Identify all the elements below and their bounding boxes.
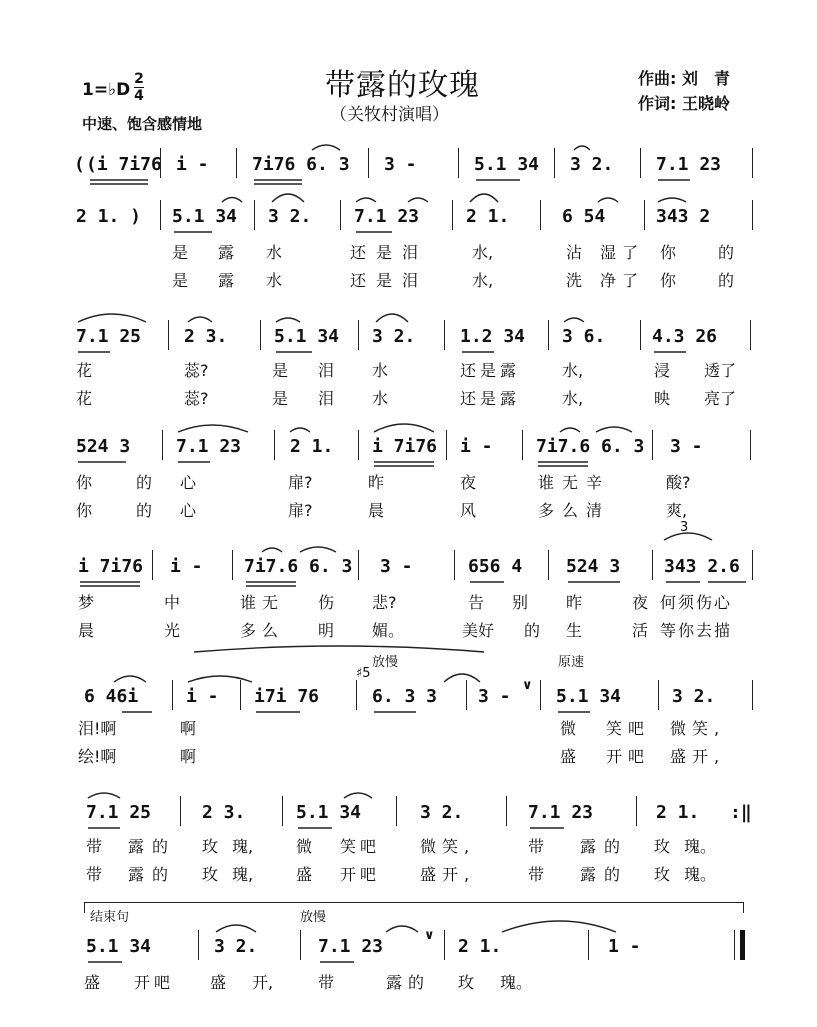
lyric: 扉?: [288, 473, 313, 492]
barline: [274, 430, 275, 460]
measure: 2 1.: [656, 802, 700, 823]
barline: [522, 430, 523, 460]
barline: [254, 200, 255, 230]
barline: [358, 550, 359, 580]
measure: 5.1 34: [296, 802, 362, 823]
lyric: 绘!啊: [78, 747, 117, 766]
lyrics-row-5-verse-2: [0, 618, 817, 642]
slow-down-marking: 放慢: [372, 655, 399, 670]
barline: [260, 320, 261, 350]
barline: [752, 200, 753, 230]
breath-mark: ∨: [424, 928, 435, 943]
notation-row-4: [0, 426, 817, 466]
lyric: 瑰。: [500, 973, 533, 992]
lyric: 媚。: [372, 621, 405, 640]
barline: [640, 320, 641, 350]
lyric: 水: [266, 243, 283, 262]
barline: [540, 680, 541, 710]
lyric: 开吧: [606, 747, 651, 766]
barline: [636, 796, 637, 826]
lyric: 露的: [128, 865, 177, 884]
lyric: 泪: [318, 389, 335, 408]
lyric: 的: [136, 501, 153, 520]
lyric: 夜: [632, 593, 649, 612]
lyric: 扉?: [288, 501, 313, 520]
barline: [750, 430, 751, 460]
barline: [160, 200, 161, 230]
lyric: 是: [272, 389, 289, 408]
measure: i -: [170, 556, 203, 577]
lyric: 露的: [580, 865, 629, 884]
lyric: 露: [218, 271, 235, 290]
lyric: 水: [372, 389, 389, 408]
measure: 3 2.: [214, 936, 258, 957]
lyric: 玫: [458, 973, 475, 992]
lyric: 泪!啊: [78, 719, 117, 738]
barline: [232, 550, 233, 580]
lyric: 带: [528, 865, 545, 884]
lyrics-row-3-verse-2: [0, 386, 817, 410]
lyric: 微: [560, 719, 577, 738]
barline: [240, 680, 241, 710]
barline: [548, 320, 549, 350]
lyric: 悲?: [372, 593, 397, 612]
lyric: 盛: [210, 973, 227, 992]
measure: 7.1 25: [86, 802, 152, 823]
lyric: 开吧: [134, 973, 175, 992]
barline: [454, 550, 455, 580]
barline: [452, 200, 453, 230]
barline: [644, 200, 645, 230]
measure: 3 -: [380, 556, 413, 577]
measure: 3 2.: [672, 686, 716, 707]
lyric: 水,: [562, 389, 584, 408]
lyric: 啊: [180, 719, 197, 738]
barline: [652, 430, 653, 460]
measure: 6 46i: [84, 686, 139, 707]
barline: [458, 148, 459, 178]
notation-row-7: [0, 792, 817, 832]
triplet-marker: 3: [680, 520, 689, 535]
time-numerator: 2: [134, 71, 144, 87]
lyric: 开,: [252, 973, 274, 992]
lyrics-row-2-verse-2: [0, 268, 817, 292]
song-title: 带露的玫瑰: [325, 68, 480, 103]
lyric: 你: [660, 271, 677, 290]
notation-row-8: [0, 926, 817, 966]
measure: 524 3: [76, 436, 131, 457]
lyric: 夜: [460, 473, 477, 492]
final-barline-thick: [740, 930, 745, 960]
time-denominator: 4: [134, 88, 144, 104]
barline: [152, 550, 153, 580]
ending-bracket: [84, 902, 744, 913]
resume-tempo-marking: 原速: [558, 655, 585, 670]
barline: [752, 148, 753, 178]
time-signature: [134, 71, 144, 104]
lyrics-row-8-verse-1: [0, 970, 817, 994]
lyrics-row-4-verse-2: [0, 498, 817, 522]
measure: 1.2 34: [460, 326, 526, 347]
lyric: 沾: [566, 243, 583, 262]
lyric: 带: [528, 837, 545, 856]
lyric: 水: [266, 271, 283, 290]
lyric: 别: [512, 593, 529, 612]
lyric: 透了: [704, 361, 737, 380]
measure: 5.1 34: [172, 206, 238, 227]
measure: 3 6.: [562, 326, 606, 347]
lyric: 晨: [368, 501, 385, 520]
measure: 5.1 34: [86, 936, 152, 957]
barline: [282, 796, 283, 826]
barline: [356, 680, 357, 710]
final-barline-thin: [734, 930, 735, 960]
repeat-sign: :‖: [730, 802, 752, 823]
measure: i -: [186, 686, 219, 707]
measure: 3 -: [384, 154, 417, 175]
measure: 3 2.: [570, 154, 614, 175]
lyric: 多么清: [538, 501, 611, 520]
lyric: 你: [76, 473, 93, 492]
measure: i -: [176, 154, 209, 175]
lyric: 蕊?: [184, 389, 209, 408]
lyric: 瑰。: [684, 837, 717, 856]
measure: 524 3: [566, 556, 621, 577]
lyrics-row-4-verse-1: [0, 470, 817, 494]
lyrics-row-7-verse-2: [0, 862, 817, 886]
lyric: 的: [718, 243, 735, 262]
barline: [444, 320, 445, 350]
lyric: 多么: [240, 621, 285, 640]
measure: i -: [460, 436, 493, 457]
measure: 1 -: [608, 936, 641, 957]
measure: 7.1 23: [354, 206, 420, 227]
lyric: 梦: [78, 593, 95, 612]
song-subtitle: （关牧村演唱）: [330, 105, 449, 125]
barline: [236, 148, 237, 178]
lyric: 露的: [580, 837, 629, 856]
notation-row-3: [0, 316, 817, 356]
measure: 2 1. ): [76, 206, 142, 227]
ending-label: 结束句: [90, 910, 130, 925]
lyric: 盛: [296, 865, 313, 884]
measure: 2 3.: [202, 802, 246, 823]
sharp-grace-note: ♯5: [356, 666, 371, 681]
lyric: 是: [272, 361, 289, 380]
measure: 7i7.6 6. 3: [536, 436, 645, 457]
barline: [548, 550, 549, 580]
lyric: 盛开,: [420, 865, 476, 884]
lyrics-row-5-verse-1: [0, 590, 817, 614]
lyric: 你: [76, 501, 93, 520]
lyric: 美好: [462, 621, 495, 640]
lyric: 瑰,: [232, 837, 254, 856]
measure: 7i76 6. 3: [252, 154, 350, 175]
lyric: 何须伤心: [660, 593, 733, 612]
measure: 5.1 34: [474, 154, 540, 175]
measure: 2 1.: [466, 206, 510, 227]
barline: [506, 796, 507, 826]
composer-credit: 作曲: 刘 青: [638, 69, 730, 88]
barline: [162, 430, 163, 460]
lyric: 你: [660, 243, 677, 262]
lyric: 生: [566, 621, 583, 640]
barline: [540, 200, 541, 230]
breath-mark: ∨: [522, 678, 533, 693]
lyric: 谁无辛: [538, 473, 611, 492]
lyric: 谁无: [240, 593, 285, 612]
lyric: 开吧: [340, 865, 381, 884]
lyric: 露的: [128, 837, 177, 856]
barline: [554, 148, 555, 178]
lyric: 湿了: [600, 243, 645, 262]
lyric: 还是泪: [350, 271, 429, 290]
measure: 2 3.: [184, 326, 228, 347]
barline: [750, 320, 751, 350]
lyric: 水,: [472, 243, 494, 262]
slow-down-marking-2: 放慢: [300, 910, 327, 925]
measure: 7.1 23: [656, 154, 722, 175]
lyric: 映: [654, 389, 671, 408]
measure: 6. 3 3: [372, 686, 438, 707]
barline: [160, 148, 161, 178]
lyric: 花: [76, 389, 93, 408]
barline: [180, 796, 181, 826]
notation-row-5: [0, 546, 817, 586]
lyric: 还是泪: [350, 243, 429, 262]
lyric: 盛: [84, 973, 101, 992]
lyric: 还是露: [460, 361, 521, 380]
lyric: 微: [296, 837, 313, 856]
barline: [752, 550, 753, 580]
measure: 7.1 23: [318, 936, 384, 957]
barline: [358, 320, 359, 350]
lyrics-row-7-verse-1: [0, 834, 817, 858]
lyric: 带: [86, 865, 103, 884]
measure: 4.3 26: [652, 326, 718, 347]
measure: 5.1 34: [556, 686, 622, 707]
lyric: 明: [318, 621, 335, 640]
lyric: 的: [718, 271, 735, 290]
barline: [640, 148, 641, 178]
barline: [172, 680, 173, 710]
lyric: 盛开,: [670, 747, 726, 766]
measure: (i 7i76: [86, 154, 162, 175]
measure: 3 2.: [420, 802, 464, 823]
lyric: 活: [632, 621, 649, 640]
lyric: 笑吧: [340, 837, 381, 856]
barline: [446, 430, 447, 460]
measure: 3 -: [670, 436, 703, 457]
lyric: 晨: [78, 621, 95, 640]
lyric: 爽,: [666, 501, 688, 520]
lyric: 亮了: [704, 389, 737, 408]
lyric: 玫: [654, 865, 671, 884]
lyric: 瑰,: [232, 865, 254, 884]
lyric: 泪: [318, 361, 335, 380]
lyric: 露: [218, 243, 235, 262]
lyric: 带: [318, 973, 335, 992]
lyrics-row-6-verse-2: [0, 744, 817, 768]
lyric: 花: [76, 361, 93, 380]
lyric: 告: [468, 593, 485, 612]
barline: [752, 680, 753, 710]
barline: [444, 930, 445, 960]
lyric: 风: [460, 501, 477, 520]
measure: 7i7.6 6. 3: [244, 556, 353, 577]
measure: i 7i76: [372, 436, 438, 457]
lyric: 水,: [562, 361, 584, 380]
measure: 343 2: [656, 206, 711, 227]
barline: [198, 930, 199, 960]
measure: 656 4: [468, 556, 523, 577]
lyric: 酸?: [666, 473, 691, 492]
measure: i 7i76: [78, 556, 144, 577]
lyric: 瑰。: [684, 865, 717, 884]
barline: [168, 320, 169, 350]
lyric: 微笑,: [670, 719, 726, 738]
lyric: 净了: [600, 271, 645, 290]
measure: 7.1 25: [76, 326, 142, 347]
barline: [340, 200, 341, 230]
lyric: 玫: [202, 865, 219, 884]
lyric: 水: [372, 361, 389, 380]
lyric: 盛: [560, 747, 577, 766]
lyric: 心: [180, 473, 197, 492]
lyric: 水,: [472, 271, 494, 290]
measure: i7i 76: [254, 686, 320, 707]
barline: [358, 430, 359, 460]
lyric: 带: [86, 837, 103, 856]
barline: [466, 680, 467, 710]
lyric: 是: [172, 271, 189, 290]
lyric: 浸: [654, 361, 671, 380]
lyric: 等你去描: [660, 621, 733, 640]
barline: [396, 796, 397, 826]
lyric: 是: [172, 243, 189, 262]
lyrics-row-3-verse-1: [0, 358, 817, 382]
notation-row-6: [0, 676, 817, 716]
lyric: 的: [136, 473, 153, 492]
lyric: 笑吧: [606, 719, 651, 738]
measure: 7.1 23: [176, 436, 242, 457]
notation-row-2: [0, 196, 817, 236]
barline: [300, 930, 301, 960]
key-signature: [82, 80, 130, 100]
measure: 6 54: [562, 206, 606, 227]
lyric: 啊: [180, 747, 197, 766]
lyrics-row-6-verse-1: [0, 716, 817, 740]
measure: 3 2.: [372, 326, 416, 347]
lyric: 还是露: [460, 389, 521, 408]
lyric: 的: [524, 621, 541, 640]
measure: 3 -: [478, 686, 511, 707]
intro-paren: (: [74, 154, 85, 175]
key-text: 1=♭D: [82, 80, 131, 100]
lyric: 昨: [566, 593, 583, 612]
lyricist-credit: 作词: 王晓岭: [638, 94, 730, 113]
lyric: 昨: [368, 473, 385, 492]
measure: 343 2.6: [664, 556, 740, 577]
lyric: 玫: [202, 837, 219, 856]
measure: 3 2.: [268, 206, 312, 227]
measure: 7.1 23: [528, 802, 594, 823]
barline: [652, 550, 653, 580]
lyric: 洗: [566, 271, 583, 290]
lyric: 微笑,: [420, 837, 476, 856]
barline: [658, 680, 659, 710]
lyric: 光: [164, 621, 181, 640]
lyric: 中: [164, 593, 181, 612]
lyric: 蕊?: [184, 361, 209, 380]
measure: 5.1 34: [274, 326, 340, 347]
barline: [368, 148, 369, 178]
measure: 2 1.: [458, 936, 502, 957]
barline: [588, 930, 589, 960]
lyrics-row-2-verse-1: [0, 240, 817, 264]
measure: 2 1.: [290, 436, 334, 457]
lyric: 露的: [386, 973, 431, 992]
lyric: 玫: [654, 837, 671, 856]
lyric: 伤: [318, 593, 335, 612]
lyric: 心: [180, 501, 197, 520]
notation-row-1: [0, 144, 817, 184]
tempo-marking: 中速、饱含感情地: [82, 115, 203, 133]
